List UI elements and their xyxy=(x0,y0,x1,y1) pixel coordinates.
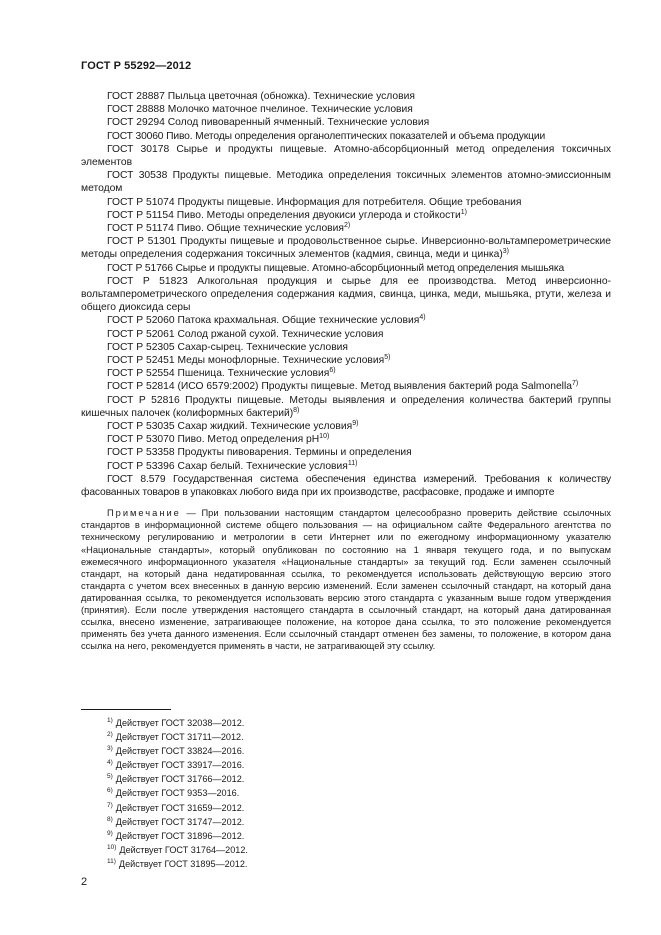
reference-item: ГОСТ 28887 Пыльца цветочная (обножка). Технические условия xyxy=(107,91,415,102)
footnote-mark: 3) xyxy=(502,248,509,256)
page-number: 2 xyxy=(81,876,88,888)
footnote-item: $^{5)}$ Действует ГОСТ 31766—2012. xyxy=(107,773,245,785)
footnote-item: $^{11)}$ Действует ГОСТ 31895—2012. xyxy=(107,857,248,869)
reference-item: ГОСТ Р 53070 Пиво. Метод определения $pH^{10)}$ xyxy=(107,433,330,446)
footnote-item: $^{1)}$ Действует ГОСТ 32038—2012. xyxy=(107,717,245,728)
reference-item: ГОСТ Р 52061 Солод ржаной сухой. Технические условия xyxy=(107,328,384,340)
footnote-item: $^{2)}$ Действует ГОСТ 31711—2012. xyxy=(107,731,244,743)
footnote-mark: 2) xyxy=(343,222,351,230)
footnote-mark: 2) xyxy=(107,731,113,739)
references-list xyxy=(81,90,611,662)
footnote-divider xyxy=(81,709,171,710)
footnote-mark: 8) xyxy=(293,406,300,414)
reference-item: ГОСТ 30538 Продукты пищевые. Методика определения токсичных элементов атомно-эмиссионным методом xyxy=(81,170,611,195)
note-label: Примечание xyxy=(107,508,181,519)
footnote-mark: 3) xyxy=(107,745,113,753)
footnote-mark: 5) xyxy=(107,773,113,781)
footnote-mark: 9) xyxy=(352,420,359,428)
reference-item: ГОСТ Р 53358 Продукты пивоварения. Термины и определения xyxy=(107,447,412,459)
footnote-item: $^{8)}$ Действует ГОСТ 31747—2012. xyxy=(107,815,245,827)
reference-item: ГОСТ Р 52554 Пшеница. Технические условия$^{6)}$ xyxy=(107,367,336,380)
reference-item: ГОСТ 30178 Сырье и продукты пищевые. Атомно-абсорбционный метод определения токсичных элементов xyxy=(81,143,611,169)
reference-item: ГОСТ Р 52814 (ИСО 6579:2002) Продукты пищевые. Метод выявления бактерий рода Salmonella$^{7)}$ xyxy=(107,380,579,393)
footnote-item: $^{9)}$ Действует ГОСТ 31896—2012. xyxy=(107,829,245,841)
reference-item: ГОСТ Р 53035 Сахар жидкий. Технические условия$^{9)}$ xyxy=(107,420,359,433)
footnote-mark: 6) xyxy=(329,367,336,375)
note-text: — При пользовании настоящим стандартом целесообразно проверить действие ссылочных стандартов в информационной системе общего пользования — на официальном сайте Федерального агентства по техническому регулированию и метрологии в сети Интернет или по ежегодному информационному указателю «Национальные стандарты», который опубликован по состоянию на 1 января текущего года, и по выпускам ежемесячного информационного указателя «Национальные стандарты» за текущий год. Если заменен ссылочный стандарт, на который дана недатированная ссылка, то рекомендуется использовать действующую версию этого стандарта с учетом всех внесенных в данную версию изменений. Если заменен ссылочный стандарт, на который дана датированная ссылка, то рекомендуется использовать версию этого стандарта с указанным выше годом утверждения (принятия). Если после утверждения настоящего стандарта в ссылочный стандарт, на который дана датированная ссылка, внесено изменение, затрагивающее положение, на которое дана ссылка, то это положение рекомендуется применять без учета данного изменения. Если ссылочный стандарт отменен без замены, то положение, в котором дана ссылка на него, рекомендуется применять в части, не затрагивающей эту ссылку. xyxy=(81,508,611,652)
footnote-item: $^{6)}$ Действует ГОСТ 9353—2016. xyxy=(107,787,240,799)
reference-item: ГОСТ Р 52451 Меды монофлорные. Технические условия$^{5)}$ xyxy=(107,354,391,367)
reference-item: ГОСТ 29294 Солод пивоваренный ячменный. Технические условия xyxy=(107,117,430,129)
footnote-mark: 10) xyxy=(107,843,117,851)
note-paragraph xyxy=(81,507,611,652)
reference-item: ГОСТ Р 52305 Сахар-сырец. Технические условия xyxy=(107,341,349,353)
footnote-mark: 9) xyxy=(107,829,113,837)
footnote-mark: 1) xyxy=(107,717,113,724)
footnote-item: $^{10)}$ Действует ГОСТ 31764—2012. xyxy=(107,843,248,855)
reference-item: ГОСТ Р 53396 Сахар белый. Технические условия$^{11)}$ xyxy=(107,459,358,472)
footnote-mark: 10) xyxy=(319,433,330,441)
reference-item: ГОСТ Р 51174 Пиво. Общие технические условия$^{2)}$ xyxy=(107,222,351,235)
reference-item: ГОСТ Р 51823 Алкогольная продукция и сырье для ее производства. Метод инверсионно-вольтамперометрического определения содержания кадмия, свинца, цинка, меди, мышьяка, ртути, железа и общего диоксида серы xyxy=(81,275,611,314)
reference-item: ГОСТ 30060 Пиво. Методы определения органолептических показателей и объема продукции xyxy=(107,130,546,142)
footnote-mark: 11) xyxy=(347,459,358,467)
footnote-mark: 4) xyxy=(419,314,426,322)
reference-item: ГОСТ Р 52816 Продукты пищевые. Методы выявления и определения количества бактерий группы кишечных палочек (колиформных бактерий)$^{8)}$ xyxy=(81,394,611,419)
footnote-mark: 7) xyxy=(572,380,579,388)
document-header: ГОСТ Р 55292—2012 xyxy=(81,60,192,72)
footnote-mark: 4) xyxy=(107,759,113,767)
reference-item: ГОСТ Р 51766 Сырье и продукты пищевые. Атомно-абсорбционный метод определения мышьяка xyxy=(107,262,565,274)
footnote-mark: 8) xyxy=(107,815,113,823)
footnote-mark: 1) xyxy=(460,208,467,216)
footnote-item: $^{3)}$ Действует ГОСТ 33824—2016. xyxy=(107,745,245,757)
reference-item: ГОСТ 28888 Молочко маточное пчелиное. Технические условия xyxy=(107,104,413,116)
reference-item: ГОСТ Р 51301 Продукты пищевые и продовольственное сырье. Инверсионно-вольтамперометрические методы определения содержания токсичных элементов (кадмия, свинца, меди и цинка)$^{3)}$ xyxy=(81,236,611,261)
reference-item: ГОСТ Р 51154 Пиво. Методы определения двуокиси углерода и стойкости$^{1)}$ xyxy=(107,208,467,221)
reference-item: ГОСТ Р 52060 Патока крахмальная. Общие технические условия$^{4)}$ xyxy=(107,314,426,327)
reference-item: ГОСТ 8.579 Государственная система обеспечения единства измерений. Требования к количеству фасованных товаров в упаковках любого вида при их производстве, расфасовке, продаже и импорте xyxy=(81,473,611,499)
footnote-mark: 7) xyxy=(107,801,113,809)
footnote-item: $^{4)}$ Действует ГОСТ 33917—2016. xyxy=(107,759,245,771)
reference-item: ГОСТ Р 51074 Продукты пищевые. Информация для потребителя. Общие требования xyxy=(107,196,522,208)
footnote-mark: 5) xyxy=(384,354,391,362)
footnote-mark: 6) xyxy=(107,787,113,795)
footnote-mark: 11) xyxy=(107,857,116,865)
footnotes-list xyxy=(107,716,248,871)
footnote-item: $^{7)}$ Действует ГОСТ 31659—2012. xyxy=(107,801,245,813)
